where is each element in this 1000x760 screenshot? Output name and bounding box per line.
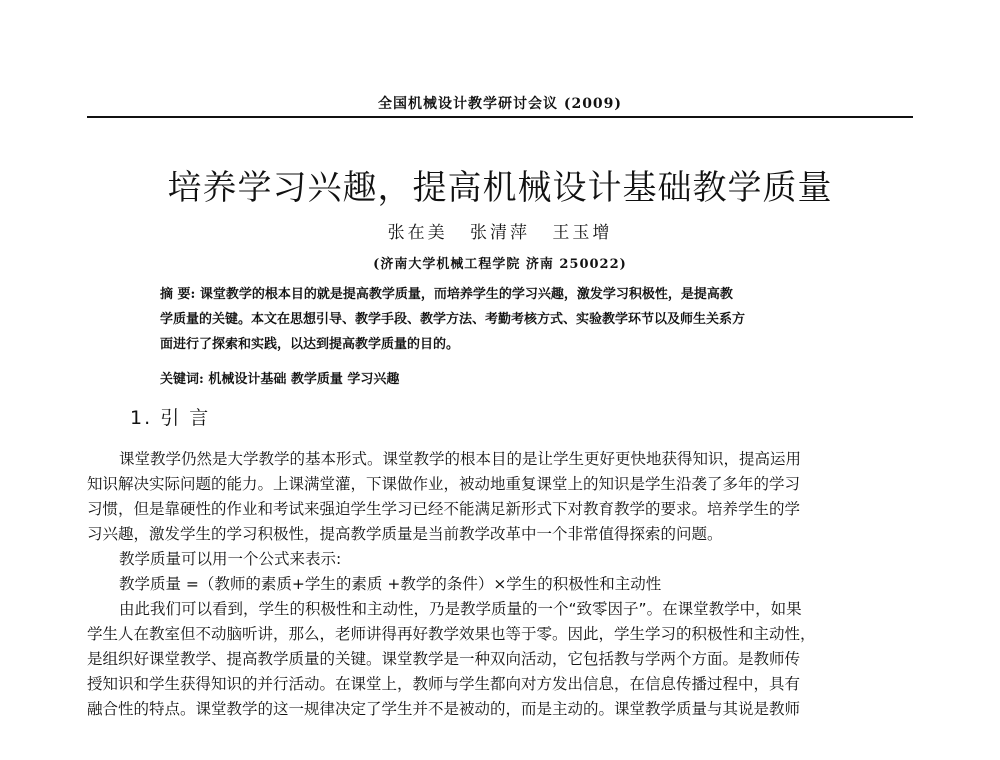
body-line: 知识解决实际问题的能力。上课满堂灌，下课做作业，被动地重复课堂上的知识是学生沿袭了多年的学习 — [87, 475, 801, 493]
abstract-line — [160, 282, 860, 307]
section-number: 1. — [130, 407, 153, 429]
body-text — [87, 447, 917, 722]
body-line: 教学质量可以用一个公式来表示: — [119, 550, 342, 568]
affiliation: (济南大学机械工程学院 济南 250022) — [373, 257, 627, 272]
keywords-label: 关键词: — [160, 372, 204, 387]
section-title: 引 言 — [160, 407, 211, 429]
body-line: 由此我们可以看到，学生的积极性和主动性，乃是教学质量的一个“致零因子”。在课堂教学中，如果 — [119, 600, 802, 618]
body-line: 习惯，但是靠硬性的作业和考试来强迫学生学习已经不能满足新形式下对教育教学的要求。培养学生的学 — [87, 500, 801, 518]
authors: 张在美 张清萍 王玉增 — [387, 223, 613, 243]
body-line: 授知识和学生获得知识的并行活动。在课堂上，教师与学生都向对方发出信息，在信息传播过程中，具有 — [87, 675, 801, 693]
body-line: 习兴趣，激发学生的学习积极性，提高教学质量是当前教学改革中一个非常值得探索的问题。 — [87, 525, 723, 543]
keywords — [160, 368, 860, 387]
body-line: 课堂教学仍然是大学教学的基本形式。课堂教学的根本目的是让学生更好更快地获得知识，提高运用 — [119, 450, 802, 468]
abstract — [160, 282, 860, 357]
running-header: 全国机械设计教学研讨会议 (2009) — [377, 96, 623, 112]
body-line: 学生人在教室但不动脑听讲，那么，老师讲得再好教学效果也等于零。因此，学生学习的积极性和主动性， — [87, 625, 816, 643]
abstract-label: 摘 要: — [160, 287, 196, 302]
section-heading — [130, 403, 210, 430]
abstract-text: 课堂教学的根本目的就是提高教学质量，而培养学生的学习兴趣，激发学习积极性，是提高教 — [199, 287, 733, 302]
body-line: 是组织好课堂教学、提高教学质量的关键。课堂教学是一种双向活动，它包括教与学两个方面。是教师传 — [87, 650, 801, 668]
keywords-text: 机械设计基础 教学质量 学习兴趣 — [208, 372, 400, 387]
paper-title: 培养学习兴趣，提高机械设计基础教学质量 — [167, 168, 833, 208]
abstract-line: 学质量的关键。本文在思想引导、教学手段、教学方法、考勤考核方式、实验教学环节以及师生关系方 — [160, 312, 746, 327]
body-line: 融合性的特点。课堂教学的这一规律决定了学生并不是被动的，而是主动的。课堂教学质量与其说是教师 — [87, 700, 801, 718]
header-rule — [87, 116, 913, 118]
formula-line: 教学质量 =（教师的素质+学生的素质 +教学的条件）×学生的积极性和主动性 — [119, 575, 662, 593]
abstract-line: 面进行了探索和实践，以达到提高教学质量的目的。 — [160, 337, 460, 352]
